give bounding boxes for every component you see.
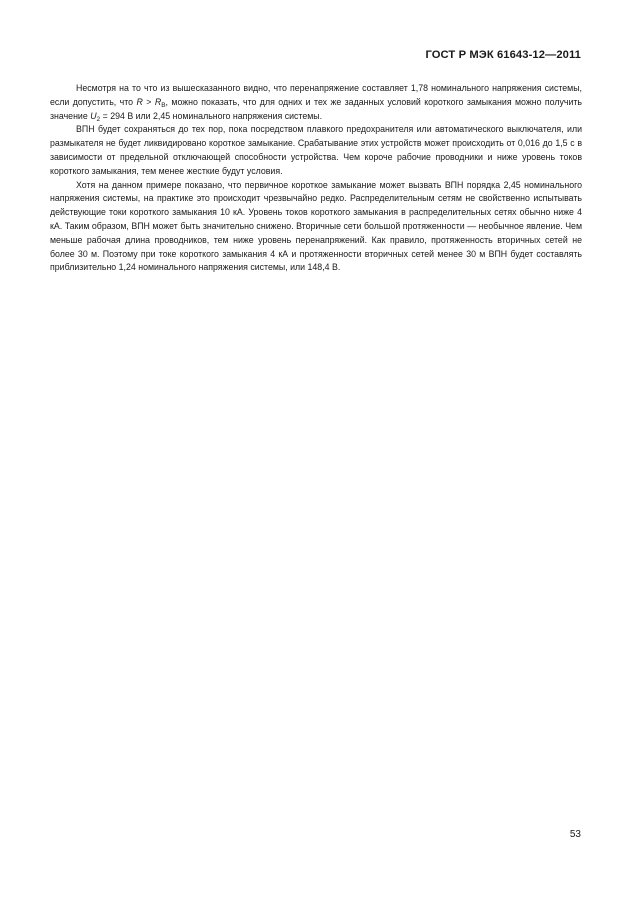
page-number: 53	[569, 829, 581, 840]
paragraph-1-part-c: = 294 В или 2,45 номинального напряжения системы.	[100, 110, 323, 121]
paragraph-1-part-a: Несмотря на то что из вышесказанного видно, что перенапряжение составляет 1,78 номинального напряжения системы, если допустить, что	[50, 83, 582, 107]
paragraph-2: ВПН будет сохраняться до тех пор, пока посредством плавкого предохранителя или автоматического выключателя, или размыкателя не будет ликвидировано короткое замыкание. Срабатывание этих устройств может происходить от 0,016 до 1,5 с в зависимости от предельной отключающей способности устройства. Чем короче рабочие проводники и ниже уровень токов короткого замыкания, тем менее жесткие будут условия.	[50, 124, 582, 176]
paragraph-1	[50, 82, 582, 123]
greater-than-sign: >	[142, 96, 155, 107]
standard-header: ГОСТ Р МЭК 61643-12—2011	[425, 49, 581, 61]
body-text	[50, 82, 582, 275]
variable-rb-subscript: B	[161, 101, 166, 109]
paragraph-1-part-b: , можно показать, что для одних и тех же заданных условий короткого замыкания можно получить значение	[50, 96, 583, 121]
variable-u-subscript: 2	[96, 115, 101, 123]
paragraph-3: Хотя на данном примере показано, что первичное короткое замыкание может вызвать ВПН порядка 2,45 номинального напряжения системы, на практике это происходит чрезвычайно редко. Распределительным сетям не свойственно испытывать действующие токи короткого замыкания 10 кА. Уровень токов короткого замыкания в распределительных сетях обычно ниже 4 кА. Таким образом, ВПН может быть значительно снижено. Вторичные сети большой протяженности — необычное явление. Чем меньше рабочая длина проводников, тем ниже уровень перенапряжений. Как правило, протяженность вторичных сетей не более 30 м. Поэтому при токе короткого замыкания 4 кА и протяженности вторичных сетей менее 30 м ВПН будет составлять приблизительно 1,24 номинального напряжения системы, или 148,4 В.	[50, 179, 582, 273]
variable-rb: R	[154, 96, 162, 107]
variable-u: U	[90, 110, 97, 121]
variable-r: R	[136, 96, 143, 107]
